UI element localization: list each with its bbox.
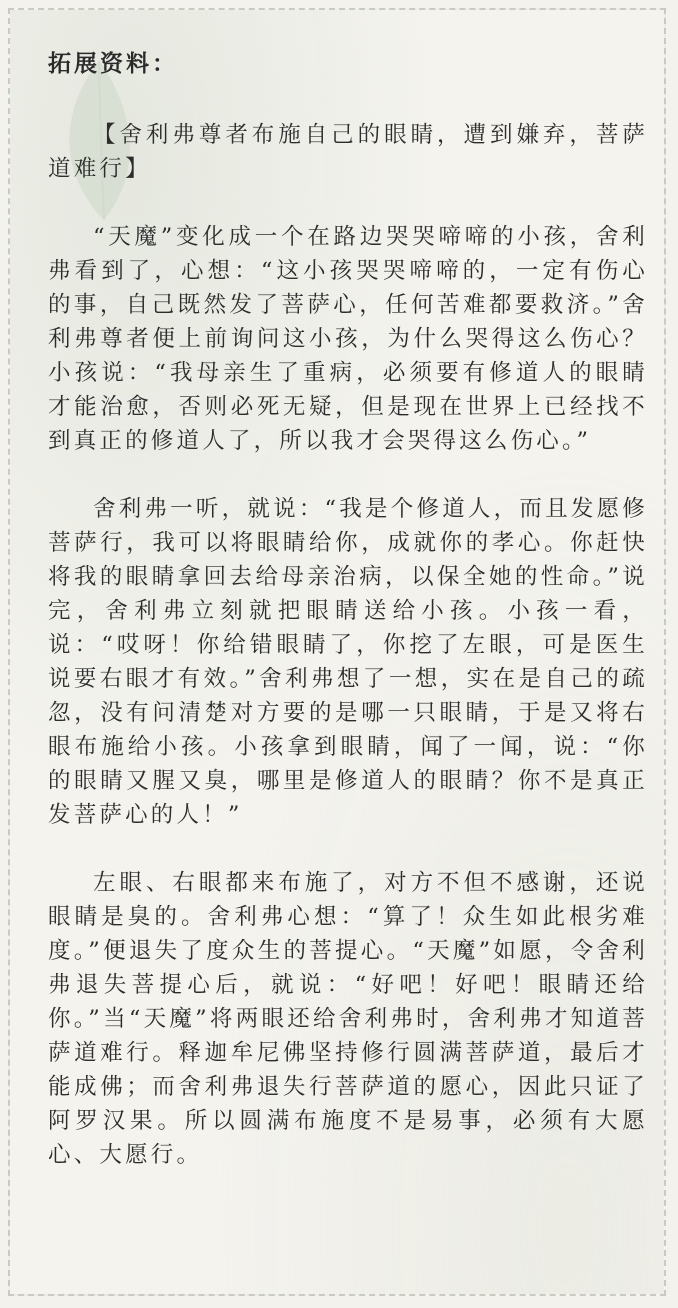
article-frame	[8, 8, 666, 1296]
story-title: 【舍利弗尊者布施自己的眼睛，遭到嫌弃，菩萨道难行】	[48, 122, 648, 182]
article-content	[48, 50, 648, 1206]
paragraph-1: “天魔”变化成一个在路边哭哭啼啼的小孩，舍利弗看到了，心想：“这小孩哭哭啼啼的，一定有伤心的事，自己既然发了菩萨心，任何苦难都要救济。”舍利弗尊者便上前询问这小孩，为什么哭得这么伤心？小孩说：“我母亲生了重病，必须要有修道人的眼睛才能治愈，否则必死无疑，但是现在世界上已经找不到真正的修道人了，所以我才会哭得这么伤心。”	[48, 224, 648, 454]
section-heading: 拓展资料：	[48, 51, 178, 77]
paragraph-2: 舍利弗一听，就说：“我是个修道人，而且发愿修菩萨行，我可以将眼睛给你，成就你的孝心。你赶快将我的眼睛拿回去给母亲治病，以保全她的性命。”说完，舍利弗立刻就把眼睛送给小孩。小孩一看，说：“哎呀！你给错眼睛了，你挖了左眼，可是医生说要右眼才有效。”舍利弗想了一想，实在是自己的疏忽，没有问清楚对方要的是哪一只眼睛，于是又将右眼布施给小孩。小孩拿到眼睛，闻了一闻，说：“你的眼睛又腥又臭，哪里是修道人的眼睛？你不是真正发菩萨心的人！”	[48, 496, 648, 828]
paragraph-3: 左眼、右眼都来布施了，对方不但不感谢，还说眼睛是臭的。舍利弗心想：“算了！众生如此根劣难度。”便退失了度众生的菩提心。“天魔”如愿，令舍利弗退失菩提心后，就说：“好吧！好吧！眼睛还给你。”当“天魔”将两眼还给舍利弗时，舍利弗才知道菩萨道难行。释迦牟尼佛坚持修行圆满菩萨道，最后才能成佛；而舍利弗退失行菩萨道的愿心，因此只证了阿罗汉果。所以圆满布施度不是易事，必须有大愿心、大愿行。	[48, 870, 648, 1168]
